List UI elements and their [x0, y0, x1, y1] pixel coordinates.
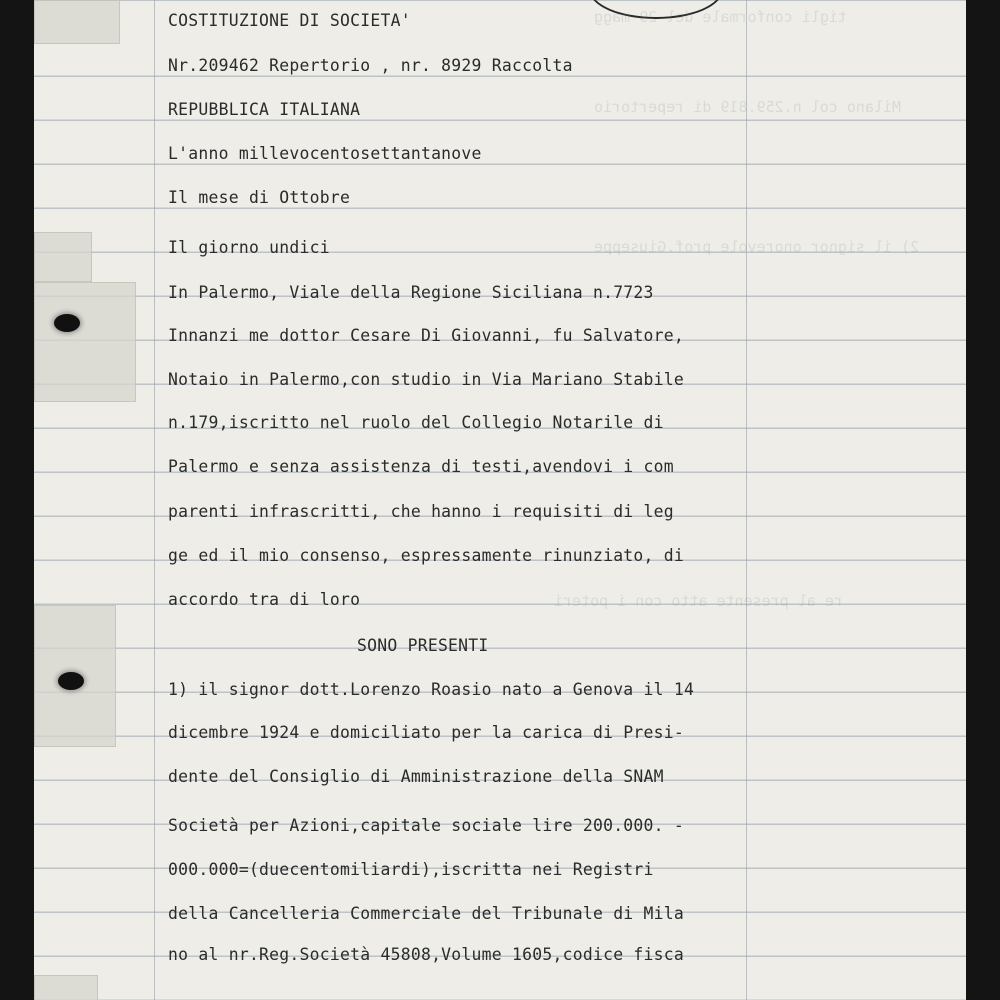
text-line: dicembre 1924 e domiciliato per la carica di Presi-	[168, 723, 685, 742]
section-heading: SONO PRESENTI	[357, 636, 489, 655]
text-line: n.179,iscritto nel ruolo del Collegio Notarile di	[168, 413, 664, 432]
text-line: Innanzi me dottor Cesare Di Giovanni, fu Salvatore,	[168, 326, 685, 345]
left-margin-rule	[154, 0, 155, 1000]
text-line: Società per Azioni,capitale sociale lire 200.000. -	[168, 816, 685, 835]
text-line: parenti infrascritti, che hanno i requisiti di leg	[168, 502, 674, 521]
right-margin-rule	[746, 0, 747, 1000]
tape-strip	[34, 282, 136, 402]
text-line: dente del Consiglio di Amministrazione della SNAM	[168, 767, 664, 786]
text-line: Palermo e senza assistenza di testi,avendovi i com	[168, 457, 674, 476]
text-line: REPUBBLICA ITALIANA	[168, 100, 361, 119]
tape-strip	[34, 975, 98, 1000]
text-line: Il mese di Ottobre	[168, 188, 351, 207]
bleed-through-text: 2) il signor onorevole prof.Giuseppe	[594, 238, 920, 256]
text-line: ge ed il mio consenso, espressamente rinunziato, di	[168, 546, 685, 565]
text-line: della Cancelleria Commerciale del Tribunale di Mila	[168, 904, 685, 923]
text-line: accordo tra di loro	[168, 590, 361, 609]
bleed-through-text: Milano col n.259.819 di repertorio	[594, 98, 902, 116]
text-line: Notaio in Palermo,con studio in Via Mariano Stabile	[168, 370, 685, 389]
text-line: In Palermo, Viale della Regione Siciliana n.7723	[168, 283, 654, 302]
punch-hole	[54, 314, 80, 332]
text-line: COSTITUZIONE DI SOCIETA'	[168, 11, 411, 30]
bleed-through-text: tigli conformale del 29 magg	[594, 8, 847, 26]
text-line: L'anno millevocentosettantanove	[168, 144, 482, 163]
document-page	[34, 0, 966, 1000]
text-line: Il giorno undici	[168, 238, 330, 257]
text-line: Nr.209462 Repertorio , nr. 8929 Raccolta	[168, 56, 573, 75]
bleed-through-text: re al presente atto con i poteri	[554, 592, 843, 610]
text-line: 000.000=(duecentomiliardi),iscritta nei Registri	[168, 860, 654, 879]
tape-strip	[34, 232, 92, 282]
text-line: no al nr.Reg.Società 45808,Volume 1605,codice fisca	[168, 945, 685, 964]
punch-hole	[58, 672, 84, 690]
tape-strip	[34, 0, 120, 44]
text-line: 1) il signor dott.Lorenzo Roasio nato a Genova il 14	[168, 680, 695, 699]
